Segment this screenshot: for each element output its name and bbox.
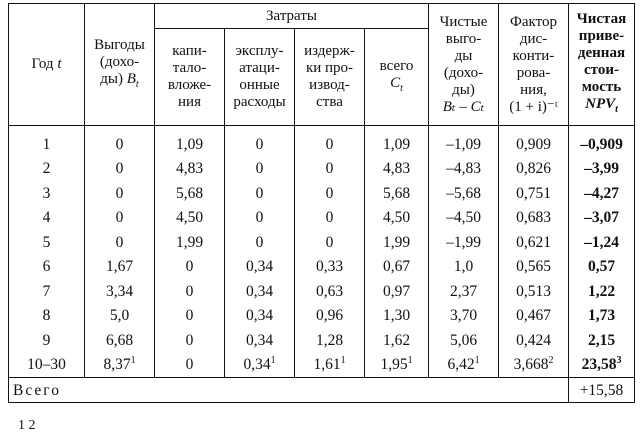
header-year: Год t <box>9 4 85 126</box>
header-net-benefits: Чистые выго- ды (дохо- ды) Bₜ – Cₜ <box>429 4 499 126</box>
header-total-costs: всего $C_t$ <box>365 29 429 126</box>
cell-total-costs: 4,50 <box>365 206 429 231</box>
cell-benefit: 0 <box>85 126 155 157</box>
cell-npv: 23,58$^3$ <box>569 353 635 378</box>
footnote-marker: 2 <box>548 355 554 367</box>
cell-production: 0,63 <box>295 279 365 304</box>
cell-npv: –3,99 <box>569 157 635 182</box>
table-row <box>9 304 635 329</box>
cell-operating: 0,34 <box>225 279 295 304</box>
cell-benefit: 0 <box>85 206 155 231</box>
total-label: Всего <box>9 378 569 403</box>
table-row <box>9 126 635 157</box>
cell-total-costs: 1,30 <box>365 304 429 329</box>
cell-production: 0,96 <box>295 304 365 329</box>
header-discount-factor: Фактор дис- конти- рова- ния, (1 + i)⁻ᵗ <box>499 4 569 126</box>
cell-net-benefit: –1,99 <box>429 230 499 255</box>
cell-net-benefit: –5,68 <box>429 181 499 206</box>
cell-discount-factor: 0,909 <box>499 126 569 157</box>
cell-npv: 1,73 <box>569 304 635 329</box>
cell-npv: –4,27 <box>569 181 635 206</box>
cell-discount-factor: 0,513 <box>499 279 569 304</box>
cell-year: 1 <box>9 126 85 157</box>
cell-production: 0 <box>295 126 365 157</box>
cell-benefit: 3,34 <box>85 279 155 304</box>
cell-capital: 0 <box>155 328 225 353</box>
cell-capital: 0 <box>155 255 225 280</box>
cell-benefit: 0 <box>85 230 155 255</box>
cell-year: 8 <box>9 304 85 329</box>
cell-production: 0 <box>295 206 365 231</box>
cell-year: 6 <box>9 255 85 280</box>
cell-operating: 0,34 <box>225 255 295 280</box>
cell-production: 0 <box>295 157 365 182</box>
table-row <box>9 328 635 353</box>
cell-npv: –0,909 <box>569 126 635 157</box>
total-row <box>9 378 635 403</box>
table-row <box>9 206 635 231</box>
cell-net-benefit: –4,83 <box>429 157 499 182</box>
cell-production: 1,61$^1$ <box>295 353 365 378</box>
cell-production: 0,33 <box>295 255 365 280</box>
cell-production: 1,28 <box>295 328 365 353</box>
cell-discount-factor: 0,826 <box>499 157 569 182</box>
table-row <box>9 279 635 304</box>
cell-capital: 1,09 <box>155 126 225 157</box>
cell-net-benefit: 1,0 <box>429 255 499 280</box>
cell-npv: 1,22 <box>569 279 635 304</box>
cell-capital: 0 <box>155 279 225 304</box>
cell-year: 10–30 <box>9 353 85 378</box>
footnote-marker: 1 <box>407 355 413 367</box>
cell-operating: 0,34 <box>225 304 295 329</box>
cell-operating: 0 <box>225 230 295 255</box>
table-body <box>9 126 635 403</box>
cell-operating: 0 <box>225 181 295 206</box>
cell-capital: 1,99 <box>155 230 225 255</box>
cell-year: 5 <box>9 230 85 255</box>
cell-benefit: 1,67 <box>85 255 155 280</box>
cell-operating: 0 <box>225 157 295 182</box>
footnote-marker: 3 <box>616 355 622 367</box>
header-production: издерж- ки про- извод- ства <box>295 29 365 126</box>
cell-operating: 0 <box>225 206 295 231</box>
cell-discount-factor: 3,668$^2$ <box>499 353 569 378</box>
cell-capital: 4,83 <box>155 157 225 182</box>
cell-capital: 0 <box>155 353 225 378</box>
cell-discount-factor: 0,621 <box>499 230 569 255</box>
cell-benefit: 6,68 <box>85 328 155 353</box>
cell-year: 9 <box>9 328 85 353</box>
total-npv: +15,58 <box>569 378 635 403</box>
cell-benefit: 8,37$^1$ <box>85 353 155 378</box>
cell-net-benefit: –1,09 <box>429 126 499 157</box>
cell-benefit: 0 <box>85 157 155 182</box>
footnote-marker: 1 <box>474 355 480 367</box>
cell-total-costs: 1,99 <box>365 230 429 255</box>
cell-discount-factor: 0,467 <box>499 304 569 329</box>
cell-net-benefit: 6,42$^1$ <box>429 353 499 378</box>
cell-capital: 5,68 <box>155 181 225 206</box>
cell-npv: 2,15 <box>569 328 635 353</box>
header-benefits: Выгоды (дохо- ды) $B_t$ <box>85 4 155 126</box>
footnote-marker: 1 <box>340 355 346 367</box>
header-operating: эксплу- атаци- онные расходы <box>225 29 295 126</box>
cell-npv: –1,24 <box>569 230 635 255</box>
cell-operating: 0 <box>225 126 295 157</box>
cell-benefit: 5,0 <box>85 304 155 329</box>
table-row <box>9 181 635 206</box>
cell-production: 0 <box>295 181 365 206</box>
cell-discount-factor: 0,565 <box>499 255 569 280</box>
header-capital: капи- тало- вложе- ния <box>155 29 225 126</box>
cell-benefit: 0 <box>85 181 155 206</box>
cell-discount-factor: 0,683 <box>499 206 569 231</box>
cell-total-costs: 0,67 <box>365 255 429 280</box>
cell-capital: 0 <box>155 304 225 329</box>
cell-operating: 0,34 <box>225 328 295 353</box>
cell-year: 2 <box>9 157 85 182</box>
header-npv: Чистая приве- денная стои- мость $NPV_t$ <box>569 4 635 126</box>
cell-net-benefit: 5,06 <box>429 328 499 353</box>
cell-net-benefit: 2,37 <box>429 279 499 304</box>
cell-total-costs: 1,95$^1$ <box>365 353 429 378</box>
npv-table <box>8 3 635 403</box>
table-row <box>9 230 635 255</box>
cell-year: 4 <box>9 206 85 231</box>
cell-discount-factor: 0,751 <box>499 181 569 206</box>
table-row <box>9 255 635 280</box>
cell-capital: 4,50 <box>155 206 225 231</box>
footnote-marker: 1 <box>270 355 276 367</box>
cell-net-benefit: 3,70 <box>429 304 499 329</box>
footnote: 1 2 <box>18 418 36 433</box>
table-row <box>9 157 635 182</box>
cell-total-costs: 5,68 <box>365 181 429 206</box>
cell-operating: 0,34$^1$ <box>225 353 295 378</box>
cell-year: 7 <box>9 279 85 304</box>
footnote-marker: 1 <box>130 355 136 367</box>
cell-net-benefit: –4,50 <box>429 206 499 231</box>
cell-total-costs: 0,97 <box>365 279 429 304</box>
cell-npv: –3,07 <box>569 206 635 231</box>
cell-total-costs: 1,62 <box>365 328 429 353</box>
cell-discount-factor: 0,424 <box>499 328 569 353</box>
cell-year: 3 <box>9 181 85 206</box>
cell-total-costs: 4,83 <box>365 157 429 182</box>
header-costs-group: Затраты <box>155 4 429 29</box>
cell-total-costs: 1,09 <box>365 126 429 157</box>
cell-npv: 0,57 <box>569 255 635 280</box>
table-row <box>9 353 635 378</box>
cell-production: 0 <box>295 230 365 255</box>
